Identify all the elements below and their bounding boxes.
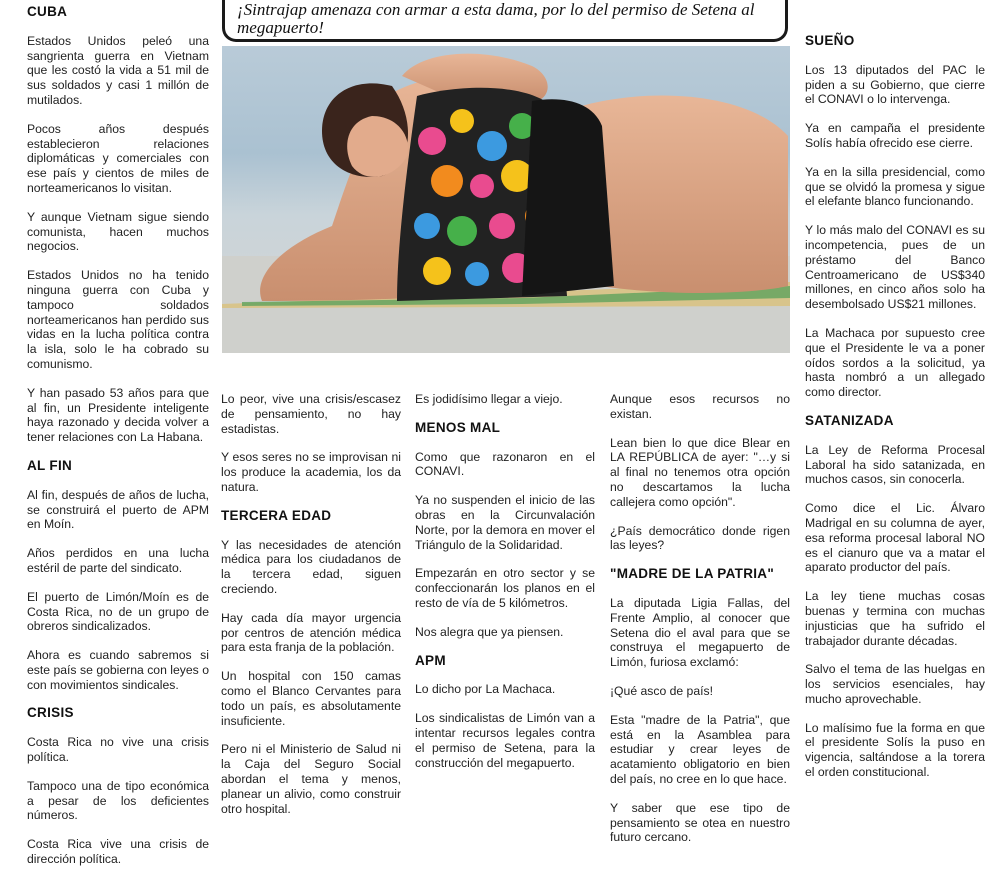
paragraph: Los sindicalistas de Limón van a intentar recursos legales contra el permiso de Setena, para la construcción del megapuerto. xyxy=(415,711,595,770)
paragraph: La ley tiene muchas cosas buenas y termina con muchas injusticias que ha sufrido el trabajador durante décadas. xyxy=(805,589,985,648)
paragraph: Lo malísimo fue la forma en que el presidente Solís la puso en vigencia, saltándose a la torera el orden constitucional. xyxy=(805,720,985,780)
section-heading-madre-de-la-patria: "MADRE DE LA PATRIA" xyxy=(610,566,775,582)
paragraph: Aunque esos recursos no existan. xyxy=(610,392,790,421)
paragraph: La diputada Ligia Fallas, del Frente Amplio, al conocer que Setena dio el aval para que se construya el megapuerto de Limón, furiosa exclamó: xyxy=(610,595,790,670)
paragraph: Al fin, después de años de lucha, se construirá el puerto de APM en Moín. xyxy=(27,487,209,532)
paragraph: Estados Unidos no ha tenido ninguna guerra con Cuba y tampoco soldados norteamericanos han perdido sus vidas en la lucha política contra la isla, solo le ha cobrado su comunismo. xyxy=(27,268,209,371)
section-heading-apm: APM xyxy=(415,652,446,668)
paragraph: Pero ni el Ministerio de Salud ni la Caja del Seguro Social abordan el tema y menos, planear un alivio, como construir otro hospital. xyxy=(221,742,401,816)
column-3 xyxy=(415,392,595,784)
paragraph: Hay cada día mayor urgencia por centros de atención médica para esta franja de la población. xyxy=(221,610,401,655)
paragraph: Lo dicho por La Machaca. xyxy=(415,682,556,697)
paragraph: Empezarán en otro sector y se confeccionarán los planos en el resto de vía de 5 kilómetros. xyxy=(415,566,595,610)
paragraph: Y lo más malo del CONAVI es su incompetencia, pues de un préstamo del Banco Centroamericano de US$340 millones, en cinco años solo ha desembolsado US$21 millones. xyxy=(805,223,985,312)
paragraph: Y saber que ese tipo de pensamiento se otea en nuestro futuro cercano. xyxy=(610,800,790,845)
paragraph: Ahora es cuando sabremos si este país se gobierna con leyes o con movimientos sindicales. xyxy=(27,648,209,692)
section-heading-satanizada: SATANIZADA xyxy=(805,412,894,428)
paragraph: Como que razonaron en el CONAVI. xyxy=(415,449,595,479)
paragraph: Costa Rica vive una crisis de dirección política. xyxy=(27,837,209,867)
photo-caption: ¡Sintrajap amenaza con armar a esta dama, por lo del permiso de Setena al megapuerto! xyxy=(222,0,788,42)
beach-photo xyxy=(222,46,790,353)
paragraph: Esta "madre de la Patria", que está en la Asamblea para estudiar y crear leyes de acatamiento obligatorio en bien del país, no cree en lo que hace. xyxy=(610,712,790,786)
column-2 xyxy=(221,392,401,830)
paragraph: Y han pasado 53 años para que al fin, un Presidente inteligente haya razonado y decida volver a tener relaciones con La Habana. xyxy=(27,385,209,445)
paragraph: Y esos seres no se improvisan ni los produce la academia, los da natura. xyxy=(221,450,401,494)
paragraph: Los 13 diputados del PAC le piden a su Gobierno, que cierre el CONAVI o lo intervenga. xyxy=(805,62,985,107)
column-5 xyxy=(805,34,985,794)
section-heading-cuba: CUBA xyxy=(27,4,68,19)
section-heading-al-fin: AL FIN xyxy=(27,457,73,473)
paragraph: Lo peor, vive una crisis/escasez de pensamiento, no hay estadistas. xyxy=(221,392,401,436)
paragraph: El puerto de Limón/Moín es de Costa Rica, no de un grupo de obreros sindicalizados. xyxy=(27,589,209,634)
section-heading-crisis: CRISIS xyxy=(27,705,74,721)
paragraph: ¡Qué asco de país! xyxy=(610,683,713,698)
paragraph: Estados Unidos peleó una sangrienta guerra en Vietnam que les costó la vida a 51 mil de sus soldados y casi 1 millón de mutilados. xyxy=(27,33,209,107)
paragraph: Como dice el Lic. Álvaro Madrigal en su columna de ayer, esa reforma procesal laboral NO es el cianuro que va a matar el aparato productor del país. xyxy=(805,501,985,575)
paragraph: Nos alegra que ya piensen. xyxy=(415,624,564,639)
section-heading-tercera-edad: TERCERA EDAD xyxy=(221,507,332,523)
paragraph: ¿País democrático donde rigen las leyes? xyxy=(610,523,790,553)
paragraph: Es jodidísimo llegar a viejo. xyxy=(415,392,563,406)
paragraph: Ya en la silla presidencial, como que se olvidó la promesa y sigue el elefante blanco funcionando. xyxy=(805,164,985,209)
paragraph: Salvo el tema de las huelgas en los servicios esenciales, hay mucho aprovechable. xyxy=(805,662,985,706)
paragraph: Tampoco una de tipo económica a pesar de los deficientes números. xyxy=(27,778,209,823)
section-heading-menos-mal: MENOS MAL xyxy=(415,419,501,435)
paragraph: Un hospital con 150 camas como el Blanco Cervantes para todo un país, es absolutamente insuficiente. xyxy=(221,669,401,728)
paragraph: Y las necesidades de atención médica para los ciudadanos de la tercera edad, siguen creciendo. xyxy=(221,537,401,596)
column-4 xyxy=(610,392,790,859)
paragraph: Años perdidos en una lucha estéril de parte del sindicato. xyxy=(27,546,209,575)
paragraph: Lean bien lo que dice Blear en LA REPÚBLICA de ayer: "…y si al final no tenemos otra opción no descartamos la lucha callejera como opción". xyxy=(610,435,790,509)
column-1 xyxy=(27,5,209,881)
section-heading-sueno: SUEÑO xyxy=(805,33,855,48)
paragraph: Ya no suspenden el inicio de las obras en la Circunvalación Norte, por la demora en mover el Triángulo de la Solidaridad. xyxy=(415,493,595,552)
paragraph: Costa Rica no vive una crisis política. xyxy=(27,735,209,765)
paragraph: Y aunque Vietnam sigue siendo comunista, hacen muchos negocios. xyxy=(27,209,209,254)
paragraph: Pocos años después establecieron relaciones diplomáticas y comerciales con ese país y cientos de miles de norteamericanos lo visitan. xyxy=(27,121,209,195)
paragraph: La Ley de Reforma Procesal Laboral ha sido satanizada, en muchos casos, sin conocerla. xyxy=(805,442,985,487)
paragraph: Ya en campaña el presidente Solís había ofrecido ese cierre. xyxy=(805,121,985,150)
paragraph: La Machaca por supuesto cree que el Presidente le va a poner oídos sordos a la solicitud, ya hasta nombró a un allegado como director. xyxy=(805,325,985,400)
